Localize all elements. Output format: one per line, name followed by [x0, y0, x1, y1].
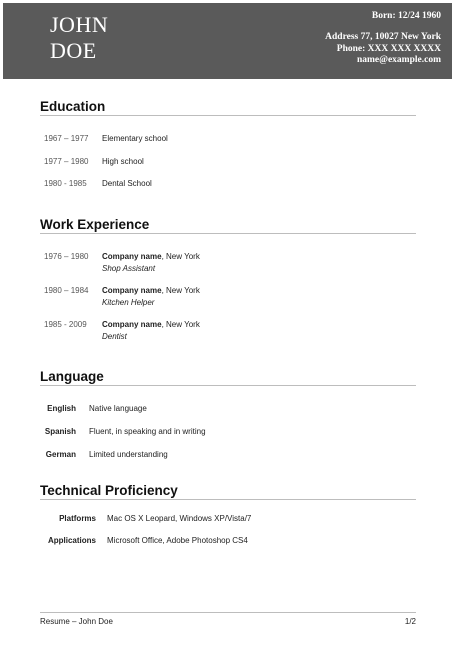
technical-category: Applications: [47, 536, 96, 545]
work-role: Shop Assistant: [102, 264, 156, 273]
page-number: 1/2: [404, 617, 416, 626]
technical-category: Platforms: [59, 514, 96, 523]
work-company: Company name: [102, 252, 162, 261]
language-rule: [40, 385, 416, 386]
work-dates: 1985 - 2009: [44, 320, 87, 329]
technical-value: Microsoft Office, Adobe Photoshop CS4: [107, 536, 248, 545]
work-title: Work Experience: [40, 217, 150, 232]
language-level: Fluent, in speaking and in writing: [89, 427, 206, 436]
language-name: English: [47, 404, 76, 413]
address: Address 77, 10027 New York: [325, 32, 441, 42]
work-role: Dentist: [102, 332, 127, 341]
name-last: DOE: [50, 38, 97, 63]
phone: Phone: XXX XXX XXXX: [336, 43, 441, 54]
language-level: Native language: [89, 404, 147, 413]
work-location: , New York: [161, 286, 200, 295]
education-dates: 1977 – 1980: [44, 157, 89, 166]
work-dates: 1980 – 1984: [44, 286, 89, 295]
work-company-line: [102, 252, 200, 261]
work-company-line: [102, 286, 200, 295]
education-rule: [40, 115, 416, 116]
work-role: Kitchen Helper: [102, 298, 155, 307]
education-dates: 1980 - 1985: [44, 179, 87, 188]
resume-header: [3, 3, 452, 79]
technical-title: Technical Proficiency: [40, 483, 178, 498]
technical-value: Mac OS X Leopard, Windows XP/Vista/7: [107, 514, 252, 523]
work-company-line: [102, 320, 200, 329]
language-title: Language: [40, 369, 104, 384]
footer-title: Resume – John Doe: [40, 617, 113, 626]
footer-rule: [40, 612, 416, 613]
language-level: Limited understanding: [89, 450, 168, 459]
email: name@example.com: [356, 55, 441, 65]
birth-date: Born: 12/24 1960: [371, 11, 441, 21]
language-name: German: [45, 450, 76, 459]
education-title: Education: [40, 99, 106, 114]
technical-rule: [40, 499, 416, 500]
work-dates: 1976 – 1980: [44, 252, 89, 261]
work-location: , New York: [161, 320, 200, 329]
education-dates: 1967 – 1977: [44, 134, 89, 143]
education-school: High school: [102, 157, 144, 166]
work-company: Company name: [102, 320, 162, 329]
contact-block: [325, 32, 441, 67]
work-rule: [40, 233, 416, 234]
education-school: Dental School: [102, 179, 152, 188]
name-first: JOHN: [50, 12, 109, 37]
work-location: , New York: [161, 252, 200, 261]
education-school: Elementary school: [102, 134, 168, 143]
language-name: Spanish: [44, 427, 76, 436]
full-name: [50, 12, 108, 64]
work-company: Company name: [102, 286, 162, 295]
